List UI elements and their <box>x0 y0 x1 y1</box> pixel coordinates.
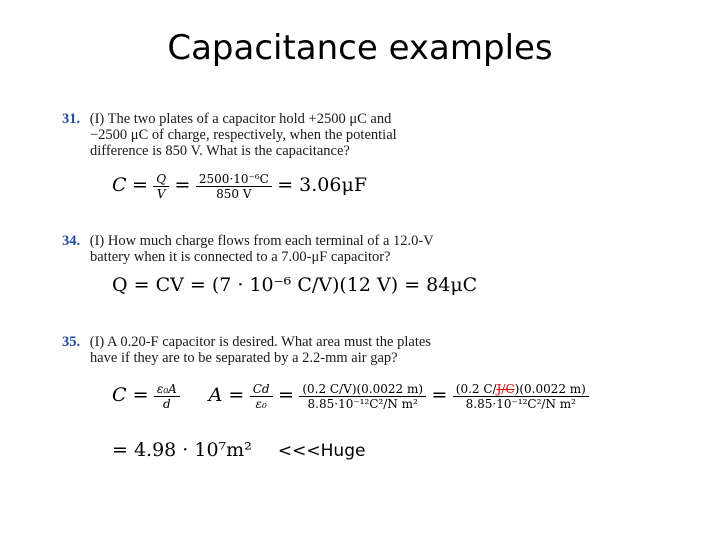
solution-34: Q = CV = (7 · 10⁻⁶ C/V)(12 V) = 84μC <box>112 274 478 296</box>
denominator: V <box>156 187 166 201</box>
denominator: 850 V <box>216 187 252 201</box>
problem-34-statement <box>62 233 434 249</box>
numerator <box>453 382 589 397</box>
cancelled-unit: J/C <box>496 382 515 396</box>
c-equation-lhs: C = <box>112 384 149 406</box>
fraction-values <box>196 172 272 201</box>
problem-number: 34. <box>62 233 81 249</box>
numerator: (0.2 C/V)(0.0022 m) <box>299 382 426 397</box>
numerator: ε₀A <box>154 382 180 397</box>
problem-31-statement <box>62 111 391 127</box>
result: = 3.06μF <box>277 174 368 196</box>
fraction-q-over-v <box>153 172 169 201</box>
denominator: 8.85·10⁻¹²C²/N m² <box>465 397 576 411</box>
variable-c: C <box>112 174 127 196</box>
fraction-cd-over-eps <box>250 382 273 411</box>
numerator-part: (0.2 C/ <box>455 382 497 396</box>
problem-text-line: −2500 μC of charge, respectively, when the potential <box>90 127 397 143</box>
fraction-eps-a-over-d <box>154 382 180 411</box>
problem-35-statement <box>62 334 431 350</box>
problem-text-line: (I) How much charge flows from each terminal of a 12.0-V <box>89 233 434 249</box>
comment: <<<Huge <box>277 441 366 461</box>
equals-sign: = <box>131 174 148 196</box>
denominator: 8.85·10⁻¹²C²/N m² <box>307 397 418 411</box>
fraction-unit-cancel <box>453 382 589 411</box>
numerator: 2500·10⁻⁶C <box>196 172 272 187</box>
problem-number: 31. <box>62 111 81 127</box>
numerator: Cd <box>250 382 273 397</box>
equals-sign: = <box>174 174 191 196</box>
problem-text-line: (I) The two plates of a capacitor hold +2500 μC and <box>89 111 392 127</box>
equals-sign: = <box>431 384 448 406</box>
numerator-part: )(0.0022 m) <box>514 382 586 396</box>
solution-35-line-1 <box>112 382 589 411</box>
equals-sign: = <box>278 384 294 406</box>
solution-35-line-2 <box>112 439 365 461</box>
problem-text-line: battery when it is connected to a 7.00-μF capacitor? <box>90 249 391 265</box>
denominator: ε₀ <box>255 397 267 411</box>
solution-31 <box>112 172 367 201</box>
problem-text-line: (I) A 0.20-F capacitor is desired. What area must the plates <box>89 334 431 350</box>
denominator: d <box>163 397 171 411</box>
problem-text-line: difference is 850 V. What is the capacitance? <box>90 143 350 159</box>
problem-text-line: have if they are to be separated by a 2.2-mm air gap? <box>90 350 398 366</box>
a-equation-lhs: A = <box>208 384 245 406</box>
fraction-substituted <box>299 382 426 411</box>
numerator: Q <box>153 172 169 187</box>
slide-title: Capacitance examples <box>167 28 553 68</box>
result: = 4.98 · 10⁷m² <box>112 439 252 461</box>
problem-number: 35. <box>62 334 81 350</box>
